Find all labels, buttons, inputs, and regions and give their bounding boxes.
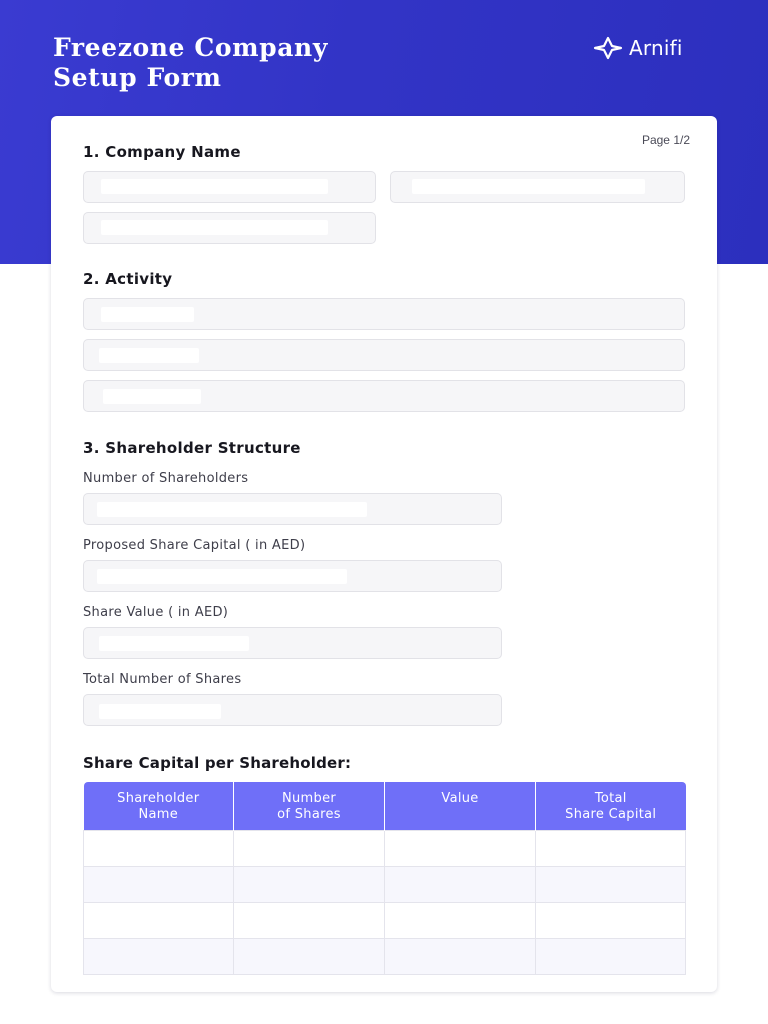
form-card [51,116,717,992]
form-title-line-2: Setup Form [53,63,222,92]
table-header-row [84,782,686,830]
table-row [84,902,686,938]
column-header-line: Shareholder [117,791,200,806]
arnifi-logo-icon [593,36,623,60]
share-capital-table [83,782,686,975]
table-cell[interactable] [536,902,686,938]
brand-name: Arnifi [629,36,683,60]
share-value-input[interactable] [83,627,502,659]
brand-logo [593,35,683,61]
table-cell[interactable] [385,902,536,938]
table-cell[interactable] [234,902,385,938]
company-name-option-2-input[interactable] [390,171,685,203]
table-cell[interactable] [385,938,536,974]
table-cell[interactable] [84,866,234,902]
activity-2-input[interactable] [83,339,685,371]
form-title-line-1: Freezone Company [53,33,328,62]
table-cell[interactable] [536,866,686,902]
table-cell[interactable] [536,938,686,974]
table-cell[interactable] [234,866,385,902]
table-row [84,866,686,902]
column-header-line: Number [281,791,337,806]
proposed-share-capital-input[interactable] [83,560,502,592]
number-of-shareholders-label: Number of Shareholders [83,471,249,486]
table-cell[interactable] [84,902,234,938]
share-value-label: Share Value ( in AED) [83,605,229,620]
column-header-shareholder-name [84,782,234,830]
section-title-shareholder-structure: 3. Shareholder Structure [83,439,301,457]
table-cell[interactable] [84,938,234,974]
column-header-line: of Shares [277,807,341,822]
table-row [84,830,686,866]
activity-1-input[interactable] [83,298,685,330]
section-title-activity: 2. Activity [83,270,173,288]
form-title [53,33,413,93]
column-header-line: Share Capital [565,807,657,822]
column-header-number-of-shares [234,782,385,830]
company-name-option-1-input[interactable] [83,171,376,203]
table-cell[interactable] [234,830,385,866]
section-title-company-name: 1. Company Name [83,143,241,161]
total-number-of-shares-label: Total Number of Shares [83,672,242,687]
table-row [84,938,686,974]
total-number-of-shares-input[interactable] [83,694,502,726]
table-cell[interactable] [84,830,234,866]
column-header-line: Total [594,791,627,806]
number-of-shareholders-input[interactable] [83,493,502,525]
column-header-line: Value [441,791,479,806]
column-header-line: Name [138,807,179,822]
table-cell[interactable] [536,830,686,866]
column-header-value [385,782,536,830]
activity-3-input[interactable] [83,380,685,412]
column-header-total-share-capital [536,782,686,830]
company-name-option-3-input[interactable] [83,212,376,244]
page-indicator: Page 1/2 [641,133,690,147]
table-cell[interactable] [385,866,536,902]
share-capital-table-title: Share Capital per Shareholder: [83,754,352,772]
proposed-share-capital-label: Proposed Share Capital ( in AED) [83,538,306,553]
table-cell[interactable] [234,938,385,974]
table-cell[interactable] [385,830,536,866]
